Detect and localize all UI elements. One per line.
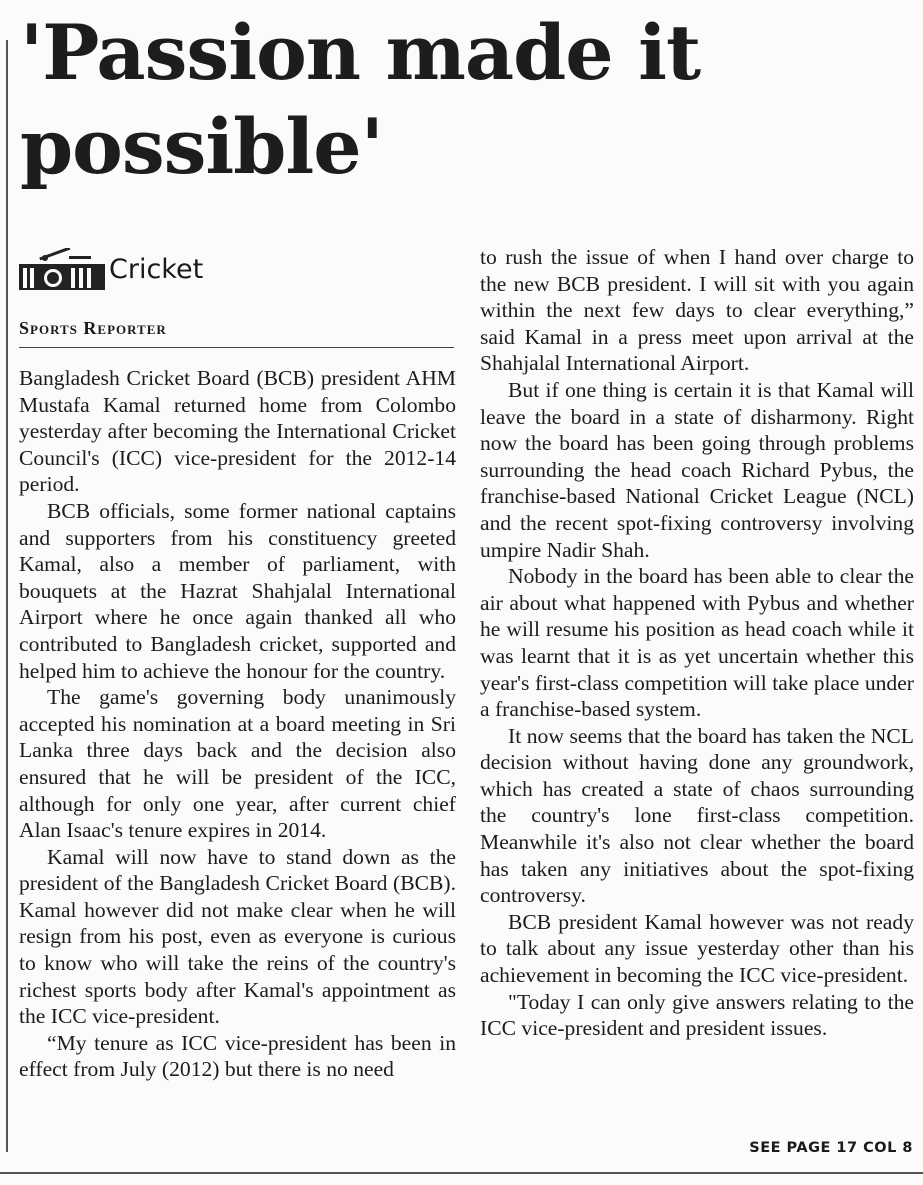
article-column-2 [480, 244, 914, 1042]
paragraph: Bangladesh Cricket Board (BCB) president AHM Mustafa Kamal returned home from Colombo yesterday after becoming the International Cricket Council's (ICC) vice-president for the 2012-14 period. [19, 366, 456, 497]
section-header [19, 244, 456, 292]
byline: Sports Reporter [19, 318, 454, 348]
left-column-rule [6, 40, 8, 1152]
jump-line: SEE PAGE 17 COL 8 [749, 1140, 913, 1156]
paragraph: "Today I can only give answers relating to the ICC vice-president and president issues. [480, 989, 914, 1041]
paragraph: BCB officials, some former national captains and supporters from his constituency greeted Kamal, also a member of parliament, with bouquets at the Hazrat Shahjalal International Airport where he once again thanked all who contributed to Bangladesh cricket, supported and helped him to achieve the honour for the country. [19, 498, 456, 683]
paragraph: BCB president Kamal however was not ready to talk about any issue yesterday other than his achievement in becoming the ICC vice-president. [480, 909, 914, 988]
bottom-rule [0, 1172, 923, 1174]
paragraph: The game's governing body unanimously accepted his nomination at a board meeting in Sri Lanka three days back and the decision also ensured that he will be president of the ICC, although for only one year, after current chief Alan Isaac's tenure expires in 2014. [19, 685, 456, 843]
paragraph: Nobody in the board has been able to clear the air about what happened with Pybus and whether he will resume his position as head coach while it was learnt that it is as yet uncertain whether this year's first-class competition will take place under a franchise-based system. [480, 564, 914, 722]
cricket-logo-icon [19, 248, 107, 290]
article-column-1 [19, 365, 456, 1083]
section-label: Cricket [109, 254, 204, 285]
paragraph: to rush the issue of when I hand over charge to the new BCB president. I will sit with you again within the next few days to clear everything,” said Kamal in a press meet upon arrival at the Shahjalal International Airport. [480, 245, 914, 376]
headline: 'Passion made it possible' [20, 8, 701, 191]
paragraph: “My tenure as ICC vice-president has been in effect from July (2012) but there is no need [19, 1030, 456, 1082]
paragraph: Kamal will now have to stand down as the president of the Bangladesh Cricket Board (BCB). Kamal however did not make clear when he will resign from his post, even as everyone is curious to know who will take the reins of the country's richest sports body after Kamal's appointment as the ICC vice-president. [19, 844, 456, 1029]
paragraph: But if one thing is certain it is that Kamal will leave the board in a state of disharmony. Right now the board has been going through problems surrounding the head coach Richard Pybus, the franchise-based National Cricket League (NCL) and the recent spot-fixing controversy involving umpire Nadir Shah. [480, 377, 914, 562]
paragraph: It now seems that the board has taken the NCL decision without having done any groundwork, which has created a state of chaos surrounding the country's lone first-class competition. Meanwhile it's also not clear whether the board has taken any initiatives about the spot-fixing controversy. [480, 723, 914, 908]
